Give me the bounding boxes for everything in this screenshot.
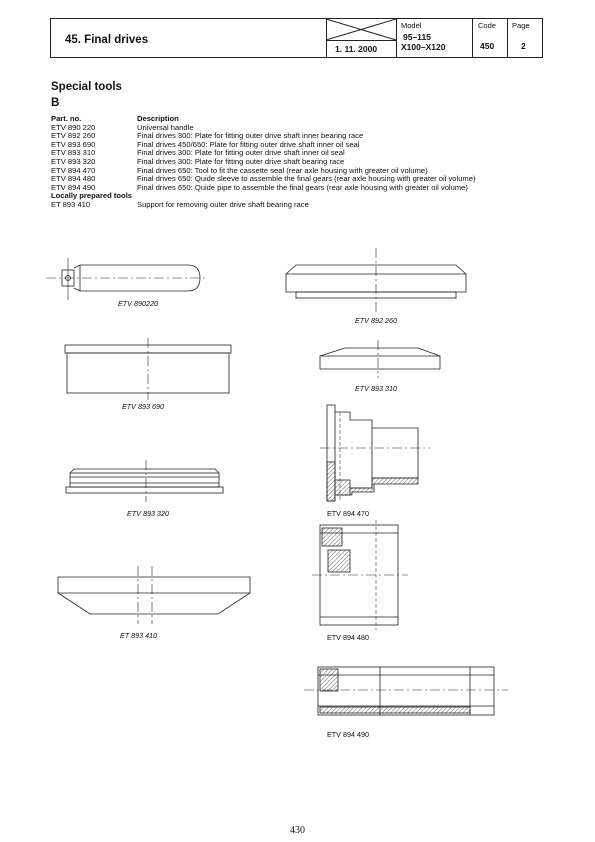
part-number: ETV 893 310 — [51, 148, 96, 158]
drawing-etv-893320 — [66, 460, 223, 502]
page-value: 2 — [521, 41, 526, 51]
col-desc-header: Description — [137, 114, 179, 123]
caption-etv-894480: ETV 894 480 — [327, 633, 369, 642]
page-heading: Special tools — [51, 81, 122, 93]
drawing-etv-893690 — [65, 338, 231, 400]
part-number: ETV 890 220 — [51, 122, 96, 132]
code-label: Code — [478, 21, 496, 30]
part-number: ETV 894 480 — [51, 174, 96, 184]
model-series: X100–X120 — [401, 42, 446, 52]
part-description: Final drives 300: Plate for fitting outer drive shaft bearing race — [137, 156, 345, 166]
part-number: ETV 894 470 — [51, 165, 96, 175]
caption-etv-892260: ETV 892 260 — [355, 316, 397, 325]
part-number: ETV 894 490 — [51, 182, 96, 192]
issue-date: 1. 11. 2000 — [335, 44, 378, 54]
drawing-etv-892260 — [286, 248, 466, 312]
caption-etv-893690: ETV 893 690 — [122, 402, 164, 411]
page-label: Page — [512, 21, 530, 30]
col-part-header: Part. no. — [51, 114, 82, 123]
part-number: ETV 893 320 — [51, 156, 96, 166]
drawing-etv-890220 — [46, 258, 205, 300]
part-number: ETV 892 260 — [51, 131, 96, 141]
part-description: Final drives 450/650: Plate for fitting outer drive shaft inner oil seal — [137, 139, 360, 149]
page-number: 430 — [290, 825, 305, 836]
caption-etv-890220: ETV 890220 — [118, 299, 158, 308]
part-number: ETV 893 690 — [51, 139, 96, 149]
part-description: Final drives 300: Plate for fitting outer drive shaft inner oil seal — [137, 148, 345, 158]
drawing-etv-894480 — [312, 520, 408, 630]
caption-etv-893320: ETV 893 320 — [127, 509, 169, 518]
part-number: ET 893 410 — [51, 199, 91, 209]
part-description: Support for removing outer drive shaft bearing race — [137, 199, 309, 209]
part-description: Final drives 650: Quide pipe to assemble the final gears (rear axle housing with greater oil volume) — [137, 182, 468, 192]
caption-etv-894490: ETV 894 490 — [327, 730, 369, 739]
drawing-etv-894470 — [320, 405, 430, 501]
code-value: 450 — [480, 41, 495, 51]
part-description: Final drives 300: Plate for fitting outer drive shaft inner bearing race — [137, 131, 364, 141]
group-letter: B — [51, 97, 60, 109]
caption-etv-893310: ETV 893 310 — [355, 384, 397, 393]
caption-et-893410: ET 893 410 — [120, 631, 158, 640]
model-range: 95–115 — [403, 32, 431, 42]
drawing-et-893410 — [58, 566, 250, 624]
part-description: Final drives 650: Tool to fit the cassette seal (rear axle housing with greater oil volume) — [137, 165, 428, 175]
section-title: 45. Final drives — [65, 34, 149, 46]
caption-etv-894470: ETV 894 470 — [327, 509, 369, 518]
drawing-etv-894490 — [304, 667, 508, 715]
part-description: Final drives 650: Quide sleeve to assemble the final gears (rear axle housing with greater oil volume) — [137, 174, 476, 184]
part-description: Universal handle — [137, 122, 194, 132]
model-label: Model — [401, 21, 422, 30]
drawing-etv-893310 — [320, 340, 440, 378]
